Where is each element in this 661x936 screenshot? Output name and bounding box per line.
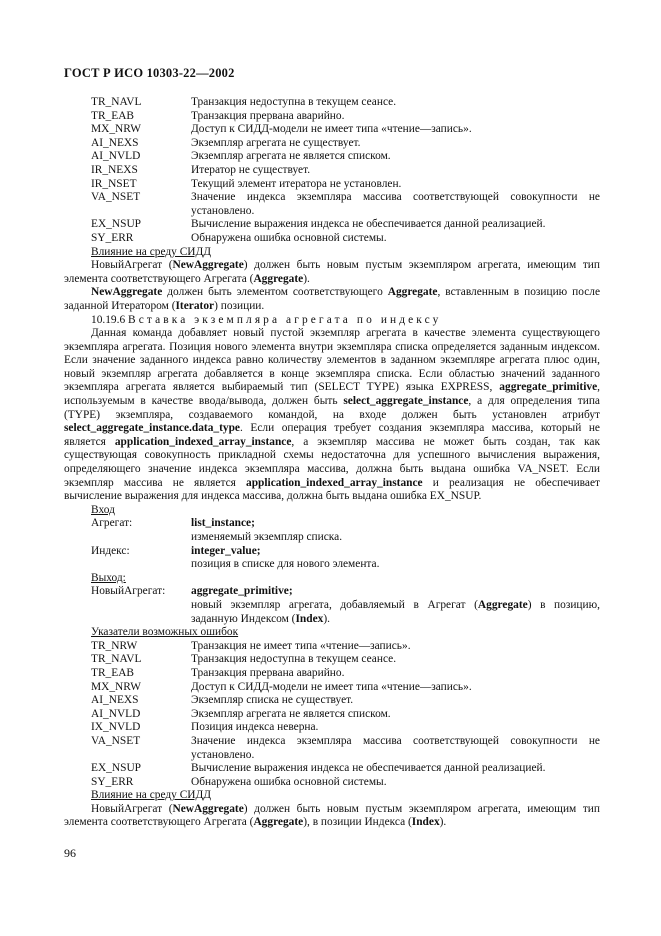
error-row bbox=[64, 653, 600, 667]
output-heading: Выход: bbox=[91, 571, 126, 584]
error-description: Вычисление выражения индекса не обеспечивается данной реализацией. bbox=[191, 762, 546, 775]
input-label: Агрегат: bbox=[91, 517, 133, 530]
error-description: Вычисление выражения индекса не обеспечивается данной реализацией. bbox=[191, 218, 546, 231]
output-label: НовыйАгрегат: bbox=[91, 585, 166, 598]
input-type: integer_value; bbox=[191, 544, 261, 557]
error-code: IR_NEXS bbox=[91, 163, 138, 176]
error-row bbox=[64, 191, 600, 218]
error-description: Транзакция не имеет типа «чтение—запись». bbox=[191, 639, 411, 652]
error-list-1 bbox=[64, 96, 600, 246]
effect-paragraph-2: NewAggregate должен быть элементом соответствующего Aggregate, вставленным в позицию после заданной Итератором (Iterator) позиции. bbox=[64, 286, 601, 312]
error-row bbox=[64, 96, 600, 110]
error-row bbox=[64, 150, 600, 164]
error-code: IR_NSET bbox=[91, 177, 137, 190]
error-row bbox=[64, 694, 600, 708]
error-code: VA_NSET bbox=[91, 191, 141, 204]
error-description: Текущий элемент итератора не установлен. bbox=[191, 177, 402, 190]
error-row bbox=[64, 762, 600, 776]
error-description: Транзакция прервана аварийно. bbox=[191, 666, 345, 679]
error-code: AI_NEXS bbox=[91, 136, 139, 149]
effect-heading-2: Влияние на среду СИДД bbox=[91, 789, 212, 802]
error-description: Обнаружена ошибка основной системы. bbox=[191, 231, 387, 244]
output-type: aggregate_primitive; bbox=[191, 585, 293, 598]
error-row bbox=[64, 137, 600, 151]
error-code: SY_ERR bbox=[91, 231, 134, 244]
effect-heading-1: Влияние на среду СИДД bbox=[91, 245, 212, 258]
input-description: изменяемый экземпляр списка. bbox=[191, 531, 343, 543]
error-row bbox=[64, 232, 600, 246]
input-desc-row bbox=[64, 558, 600, 572]
error-code: TR_EAB bbox=[91, 109, 135, 122]
error-code: MX_NRW bbox=[91, 680, 141, 693]
error-description: Итератор не существует. bbox=[191, 163, 311, 176]
error-description: Экземпляр списка не существует. bbox=[191, 694, 354, 707]
error-code: MX_NRW bbox=[91, 123, 141, 136]
input-description: позиция в списке для нового элемента. bbox=[191, 558, 380, 571]
error-description: Транзакция недоступна в текущем сеансе. bbox=[191, 653, 397, 666]
error-list-2 bbox=[64, 640, 600, 790]
error-description: Обнаружена ошибка основной системы. bbox=[191, 775, 387, 788]
error-description: Экземпляр агрегата не является списком. bbox=[191, 150, 391, 163]
error-row bbox=[64, 164, 600, 178]
page-header: ГОСТ Р ИСО 10303-22—2002 bbox=[64, 66, 235, 80]
error-row bbox=[64, 681, 600, 695]
error-description: Транзакция прервана аварийно. bbox=[191, 109, 345, 122]
error-row bbox=[64, 123, 600, 137]
error-row bbox=[64, 667, 600, 681]
input-label: Индекс: bbox=[91, 544, 130, 557]
error-row bbox=[64, 218, 600, 232]
page-number: 96 bbox=[64, 846, 76, 860]
error-row bbox=[64, 776, 600, 790]
error-description: Доступ к СИДД-модели не имеет типа «чтение—запись». bbox=[191, 680, 472, 693]
input-desc-row bbox=[64, 531, 600, 545]
effect-paragraph-3: НовыйАгрегат (NewAggregate) должен быть новым пустым экземпляром агрегата, имеющим тип элемента соответствующего Агрегата (Aggregate), в позиции Индекса (Index). bbox=[64, 802, 601, 829]
error-code: TR_EAB bbox=[91, 666, 135, 679]
input-row bbox=[64, 517, 600, 531]
errors-heading: Указатели возможных ошибок bbox=[91, 626, 239, 639]
output-row bbox=[64, 585, 600, 599]
error-row bbox=[64, 640, 600, 654]
error-code: TR_NAVL bbox=[91, 653, 142, 666]
error-code: SY_ERR bbox=[91, 775, 134, 788]
error-code: EX_NSUP bbox=[91, 218, 142, 231]
output-desc: новый экземпляр агрегата, добавляемый в Агрегат (Aggregate) в позицию, заданную Индексом (Index). bbox=[191, 598, 600, 625]
input-heading: Вход bbox=[91, 503, 115, 516]
error-row bbox=[64, 708, 600, 722]
error-description: Экземпляр агрегата не существует. bbox=[191, 136, 361, 149]
error-description: Значение индекса экземпляра массива соответствующей совокупности не установлено. bbox=[191, 734, 600, 761]
error-code: TR_NAVL bbox=[91, 96, 142, 108]
error-code: TR_NRW bbox=[91, 639, 138, 652]
error-code: EX_NSUP bbox=[91, 762, 142, 775]
description-paragraph: Данная команда добавляет новый пустой экземпляр агрегата в качестве элемента существующего экземпляра агрегата. Позиция нового элемента внутри экземпляра списка определяется заданным индексом. Если значение заданного индекса равно количеству элементов в заданном экземпляре агрегата плюс один, новый экземпляр агрегата добавляется в конце экземпляра списка. Если областью значений заданного экземпляра агрегата является выбираемый тип (SELECT TYPE) языка EXPRESS, aggregate_primitive, используемым в качестве ввода/вывода, должен быть select_aggregate_instance, а для определения типа (TYPE) экземпляра, создаваемого командой, на входе должен быть установлен атрибут select_aggregate_instance.data_type. Если операция требует создания экземпляра массива, который не является application_indexed_array_instance, а экземпляр массива не может быть создан, так как существующая совокупность прикладной схемы недостаточна для успешного вычисления выражения, определяющего значение индекса экземпляра массива, должна быть выдана ошибка VA_NSET. Если экземпляр массива не является application_indexed_array_instance и реализация не обеспечивает вычисление выражения для индекса массива, должна быть выдана ошибка EX_NSUP. bbox=[64, 327, 600, 503]
error-description: Позиция индекса неверна. bbox=[191, 721, 319, 734]
page-body bbox=[64, 96, 600, 830]
error-description: Доступ к СИДД-модели не имеет типа «чтение—запись». bbox=[191, 123, 472, 136]
input-type: list_instance; bbox=[191, 517, 255, 530]
error-code: AI_NVLD bbox=[91, 150, 141, 163]
error-code: AI_NVLD bbox=[91, 707, 141, 720]
error-description: Экземпляр агрегата не является списком. bbox=[191, 707, 391, 720]
section-heading: 10.19.6 Вставка экземпляра агрегата по индексу bbox=[91, 313, 442, 326]
error-row bbox=[64, 735, 600, 762]
error-row bbox=[64, 178, 600, 192]
error-row bbox=[64, 721, 600, 735]
error-code: AI_NEXS bbox=[91, 694, 139, 707]
input-row bbox=[64, 545, 600, 559]
error-code: VA_NSET bbox=[91, 734, 141, 747]
input-list bbox=[64, 517, 600, 571]
error-description: Значение индекса экземпляра массива соответствующей совокупности не установлено. bbox=[191, 191, 600, 217]
error-description: Транзакция недоступна в текущем сеансе. bbox=[191, 96, 397, 108]
output-desc-row bbox=[64, 599, 600, 626]
error-row bbox=[64, 110, 600, 124]
error-code: IX_NVLD bbox=[91, 721, 141, 734]
effect-paragraph-1: НовыйАгрегат (NewAggregate) должен быть новым пустым экземпляром агрегата, имеющим тип элемента соответствующего Агрегата (Aggregate). bbox=[64, 259, 601, 285]
